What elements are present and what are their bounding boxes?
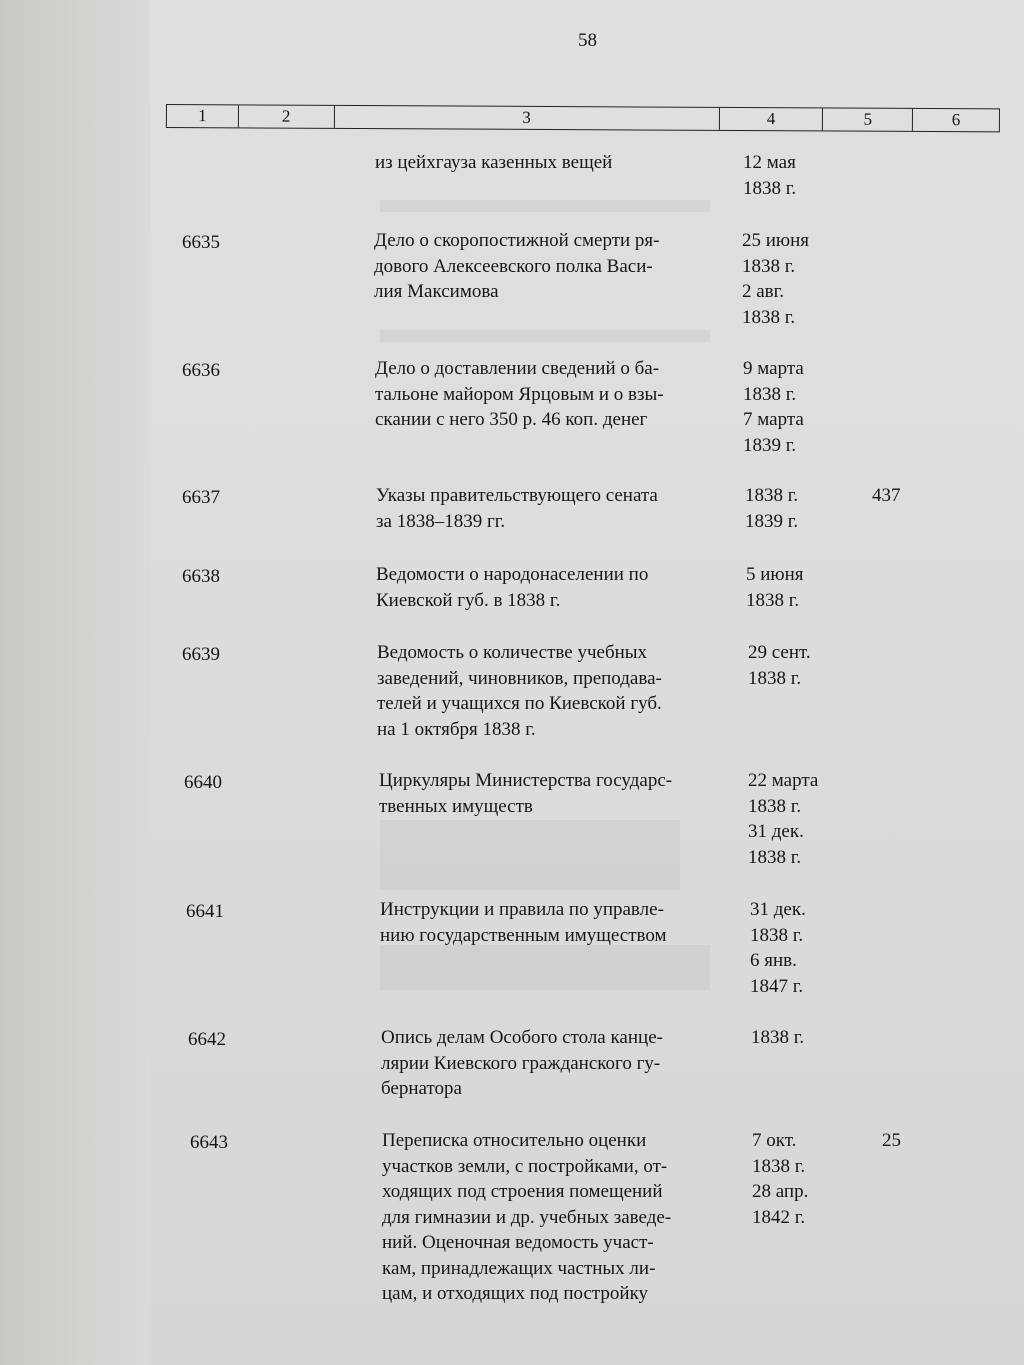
record-date-line: 1838 г. [745, 485, 799, 506]
record-title-line: твенных имуществ [379, 795, 533, 817]
bleed-through-shadow [380, 820, 680, 890]
record-date-line: 7 окт. [752, 1130, 797, 1151]
record-date-line: 25 июня [742, 230, 810, 251]
record-number: 6638 [182, 566, 220, 587]
record-number: 6636 [182, 360, 220, 381]
record-title-line: ний. Оценочная ведомость участ- [382, 1232, 654, 1253]
record-date-line: 7 марта [743, 409, 804, 430]
record-date-line: 31 дек. [748, 821, 804, 842]
record-date-line: 1839 г. [745, 510, 799, 532]
record-date-line: 1838 г. [743, 383, 797, 405]
column-header: 2 [239, 105, 335, 128]
record-title-line: кам, принадлежащих частных ли- [382, 1257, 656, 1279]
record-title-line: Ведомость о количестве учебных [377, 642, 648, 663]
facing-page-edge [0, 0, 150, 1365]
record-number: 6639 [182, 644, 220, 665]
record-date-line: 1838 г. [752, 1155, 806, 1177]
column-header: 6 [951, 110, 961, 130]
record-date-line: 1838 г. [742, 255, 796, 277]
record-title-line: лярии Киевского гражданского гу- [381, 1052, 661, 1074]
record-date-line: 1838 г. [748, 795, 802, 817]
record-number: 6643 [190, 1132, 228, 1153]
record-title-line: бернатора [381, 1078, 462, 1099]
record-date-line: 1842 г. [752, 1206, 806, 1228]
record-date-line: 28 апр. [752, 1181, 809, 1202]
bleed-through-shadow [380, 200, 710, 212]
record-title-line: ходящих под строения помещений [382, 1181, 663, 1202]
record-date-line: 1838 г. [750, 924, 804, 946]
bleed-through-shadow [380, 330, 710, 342]
column-header: 4 [720, 108, 824, 131]
record-date-line: 1847 г. [750, 975, 804, 997]
record-title-line: на 1 октября 1838 г. [377, 718, 536, 740]
record-date-line: 1838 г. [748, 846, 802, 868]
record-title-line: Указы правительствующего сената [376, 485, 658, 506]
record-date-line: 12 мая [743, 152, 796, 173]
column-header: 3 [334, 106, 719, 130]
record-title-line: Дело о скоропостижной смерти ря- [374, 230, 660, 251]
page-number: 58 [578, 30, 597, 51]
column-header: 1 [167, 105, 239, 127]
record-title-line: цам, и отходящих под постройку [382, 1283, 649, 1304]
column-header: 5 [823, 108, 913, 130]
record-date-line: 2 авг. [742, 281, 785, 302]
record-number: 6642 [188, 1029, 226, 1050]
record-title-line: из цейхгауза казенных вещей [375, 152, 613, 173]
record-date-line: 1838 г. [746, 589, 800, 611]
record-title-line: Циркуляры Министерства государс- [379, 770, 673, 791]
record-date-line: 1838 г. [748, 667, 802, 689]
record-title-line: Дело о доставлении сведений о ба- [375, 358, 660, 379]
record-title-line: заведений, чиновников, преподава- [377, 667, 662, 689]
record-title-line: Переписка относительно оценки [382, 1130, 647, 1151]
record-number: 6637 [182, 487, 220, 508]
record-title-line: скании с него 350 р. 46 коп. денег [375, 409, 648, 430]
record-date-line: 29 сент. [748, 642, 811, 663]
record-sheet-count: 25 [882, 1130, 901, 1151]
record-title-line: тальоне майором Ярцовым и о взы- [375, 383, 664, 405]
record-number: 6635 [182, 232, 220, 253]
record-title-line: Опись делам Особого стола канце- [381, 1027, 663, 1048]
record-title-line: нию государственным имуществом [380, 924, 667, 946]
record-title-line: для гимназии и др. учебных заведе- [382, 1206, 672, 1228]
record-sheet-count: 437 [872, 485, 901, 506]
record-date-line: 1838 г. [742, 306, 796, 328]
column-header-row [166, 104, 1000, 132]
bleed-through-shadow [380, 945, 710, 990]
record-date-line: 9 марта [743, 358, 804, 379]
record-date-line: 31 дек. [750, 899, 806, 920]
record-date-line: 6 янв. [750, 950, 797, 971]
record-title-line: телей и учащихся по Киевской губ. [377, 693, 662, 714]
record-title-line: Киевской губ. в 1838 г. [376, 589, 561, 611]
record-date-line: 1838 г. [743, 177, 797, 199]
record-title-line: участков земли, с постройками, от- [382, 1155, 668, 1177]
record-number: 6640 [184, 772, 222, 793]
record-date-line: 5 июня [746, 564, 804, 585]
record-date-line: 1838 г. [751, 1027, 805, 1048]
record-date-line: 22 марта [748, 770, 819, 791]
record-title-line: дового Алексеевского полка Васи- [374, 255, 653, 277]
record-title-line: лия Максимова [374, 281, 499, 302]
record-title-line: за 1838–1839 гг. [376, 510, 506, 532]
record-number: 6641 [186, 901, 224, 922]
record-date-line: 1839 г. [743, 434, 797, 456]
record-title-line: Инструкции и правила по управле- [380, 899, 664, 920]
record-title-line: Ведомости о народонаселении по [376, 564, 649, 585]
